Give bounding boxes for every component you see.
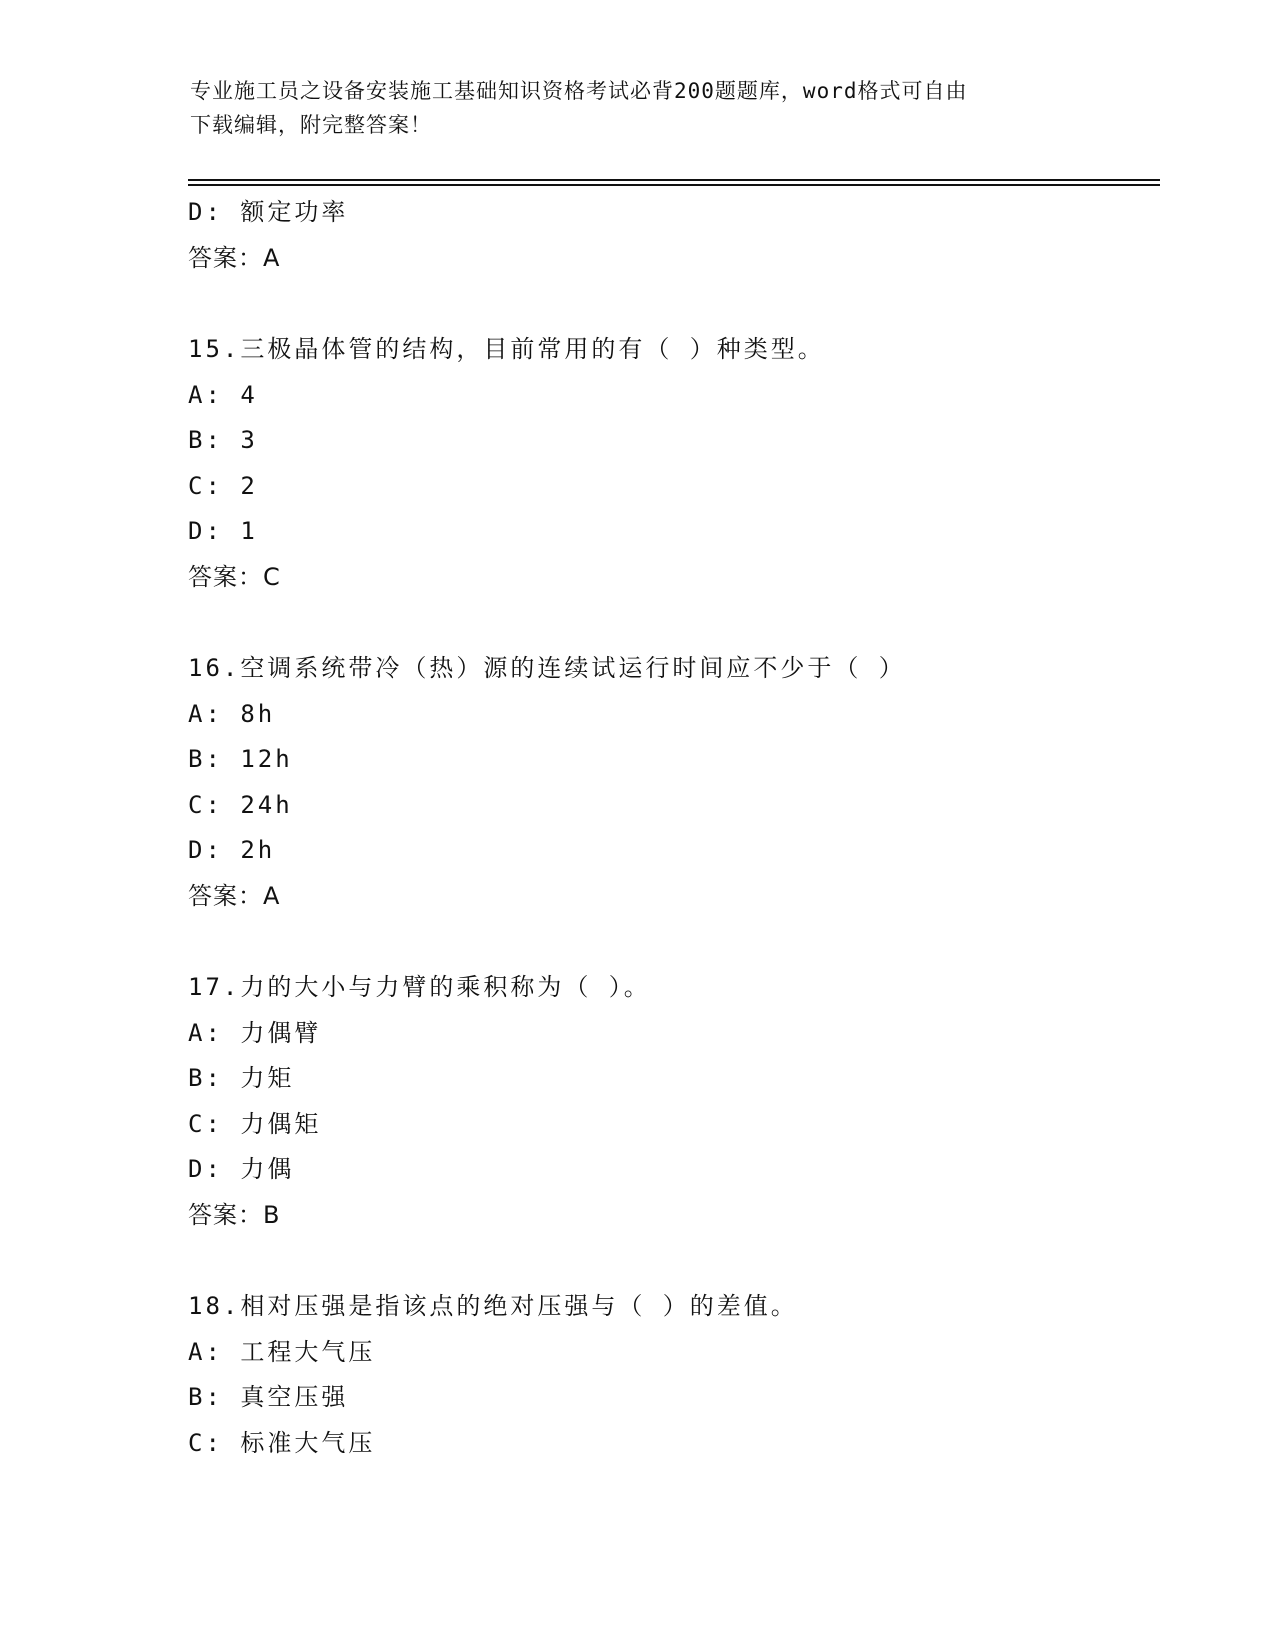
answer-line: 答案：C — [188, 562, 281, 591]
spacer — [188, 600, 1148, 646]
answer-line: 答案：A — [188, 881, 281, 910]
question-stem-18: 18.相对压强是指该点的绝对压强与（ ）的差值。 — [188, 1292, 798, 1320]
option-d: D: 力偶 — [188, 1155, 295, 1183]
answer-line: 答案：B — [188, 1200, 281, 1229]
spacer — [188, 1238, 1148, 1284]
option-a: A: 力偶臂 — [188, 1018, 322, 1047]
option-b: B: 12h — [188, 745, 293, 773]
option-c: C: 2 — [188, 471, 258, 500]
question-list — [188, 190, 1148, 1466]
document-header — [190, 74, 1090, 142]
option-c: C: 力偶矩 — [188, 1109, 322, 1138]
option-d: D: 额定功率 — [188, 198, 349, 226]
header-line-1: 专业施工员之设备安装施工基础知识资格考试必背200题题库，word格式可自由 — [190, 79, 968, 103]
option-b: B: 3 — [188, 426, 258, 454]
option-d: D: 2h — [188, 836, 276, 864]
option-a: A: 4 — [188, 380, 258, 409]
question-stem-16: 16.空调系统带冷（热）源的连续试运行时间应不少于（ ） — [188, 654, 906, 682]
option-d: D: 1 — [188, 517, 258, 545]
option-b: B: 真空压强 — [188, 1383, 349, 1411]
option-c: C: 24h — [188, 790, 293, 819]
question-stem-17: 17.力的大小与力臂的乘积称为（ ）。 — [188, 973, 651, 1001]
spacer — [188, 919, 1148, 965]
header-divider-top — [188, 179, 1160, 181]
spacer — [188, 281, 1148, 327]
answer-line: 答案：A — [188, 243, 281, 272]
header-divider-bottom — [188, 184, 1160, 186]
option-a: A: 工程大气压 — [188, 1337, 376, 1366]
header-line-2: 下载编辑，附完整答案！ — [190, 113, 432, 137]
option-c: C: 标准大气压 — [188, 1428, 376, 1457]
option-a: A: 8h — [188, 699, 276, 728]
question-stem-15: 15.三极晶体管的结构，目前常用的有（ ）种类型。 — [188, 335, 825, 363]
option-b: B: 力矩 — [188, 1064, 295, 1092]
